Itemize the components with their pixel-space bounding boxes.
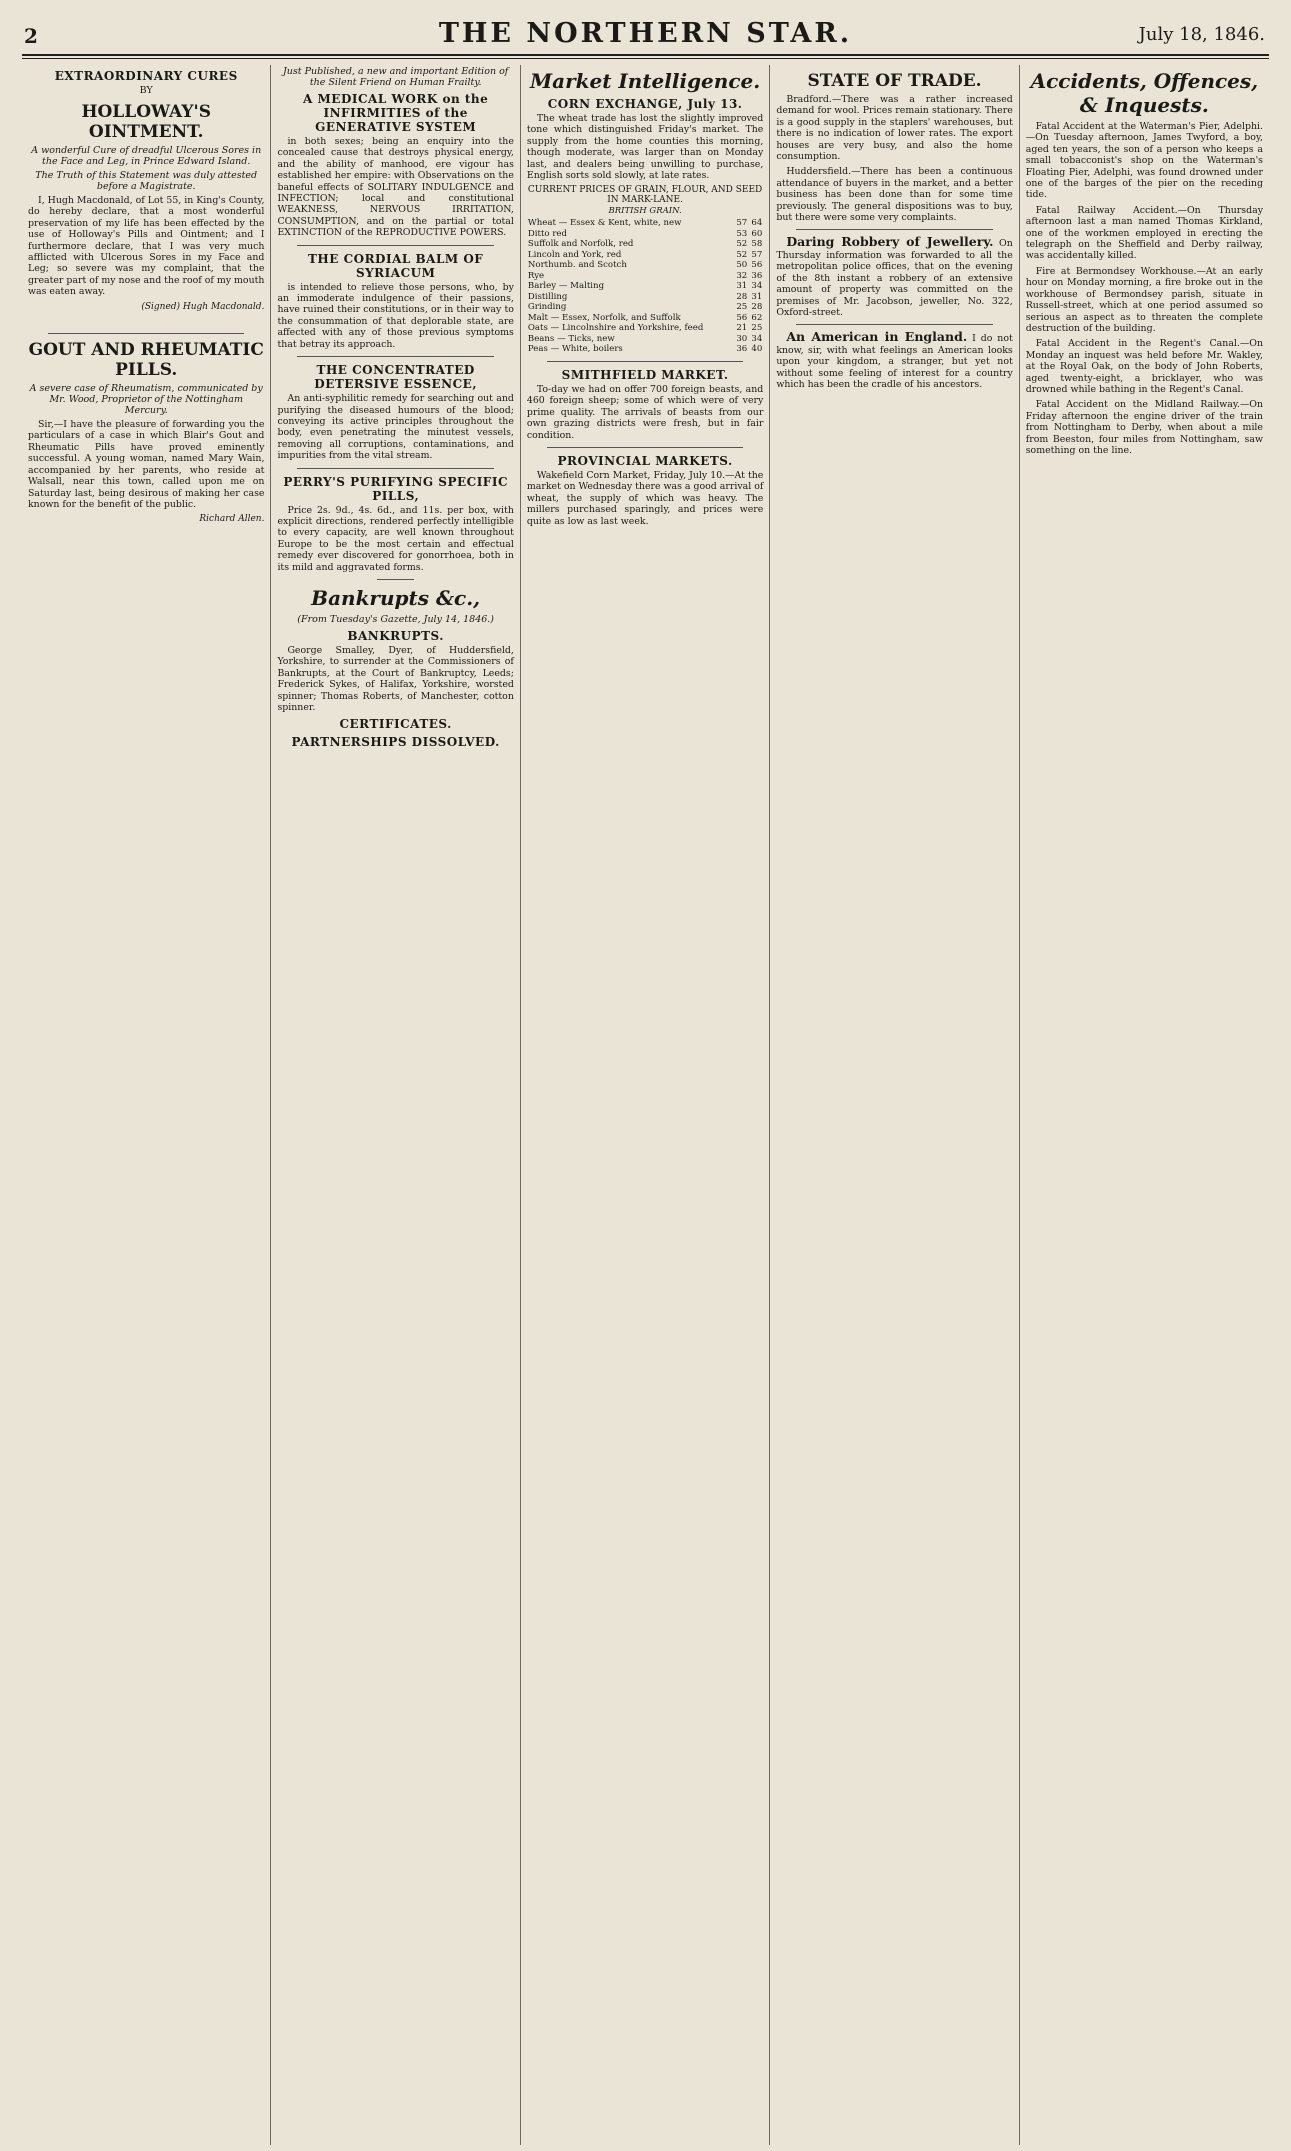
grain-name: Distilling (527, 291, 568, 302)
cures-heading: EXTRAORDINARY CURES (54, 69, 238, 83)
specific-heading: PERRY'S PURIFYING SPECIFIC PILLS, (283, 474, 508, 503)
robbery-body (776, 236, 1012, 318)
grain-price: 32 (736, 270, 748, 281)
signature-allen: Richard Allen. (199, 514, 265, 525)
specific-body: Price 2s. 9d., 4s. 6d., and 11s. per box, with explicit directions, rendered perfectly intelligible to every capacity, are well known throughout Europe to be the most certain and effectual remedy ever discovered for gonorrhoea, both in its mild and aggravated forms. (277, 504, 514, 573)
grain-row (527, 218, 763, 229)
accidents-heading: Accidents, Offences, & Inquests. (1030, 69, 1259, 117)
bankrupts-heading: Bankrupts &c., (311, 585, 481, 610)
grain-name: Oats — Lincolnshire and Yorkshire, feed (527, 323, 704, 334)
grain-name: Suffolk and Norfolk, red (527, 239, 634, 250)
issue-date: July 18, 1846. (1138, 24, 1265, 45)
divider (48, 333, 244, 334)
cures-by: BY (139, 85, 153, 96)
grain-price: 50 (736, 260, 748, 271)
grain-price: 56 (736, 312, 748, 323)
provincial-body: Wakefield Corn Market, Friday, July 10.—At the market on Wednesday there was a good arrival of wheat, the supply of which was heavy. The millers purchased sparingly, and prices were quite as low as last week. (526, 469, 764, 527)
american-body (776, 331, 1012, 390)
robbery-text: On Thursday information was forwarded to all the metropolitan police offices, that on the evening of the 8th instant a robbery of an extensive amount of property was committed on the premises of Mr. Jacobson, jeweller, No. 322, Oxford-street. (776, 238, 1013, 318)
gout-subtitle: A severe case of Rheumatism, communicated by Mr. Wood, Proprietor of the Nottingham Mercury. (29, 383, 263, 417)
grain-row (527, 313, 763, 324)
divider (547, 447, 743, 448)
grain-row (527, 281, 763, 292)
prices-heading: CURRENT PRICES OF GRAIN, FLOUR, AND SEED IN MARK-LANE. (527, 185, 763, 206)
grain-price: 62 (751, 312, 763, 323)
letter-intro: I, Hugh Macdonald, of Lot 55, in King's County, do hereby declare, that a most wonderful preservation of my life has been effected by the use of Holloway's Pills and Ointment; and I furthermore declare, that I was very much afflicted with Ulcerous Sores in my Face and Leg; so severe was my complaint, that the greater part of my nose and the roof of my mouth was eaten away. (28, 195, 265, 298)
grain-name: Beans — Ticks, new (527, 333, 615, 344)
divider (297, 356, 493, 357)
robbery-heading: Daring Robbery of Jewellery. (786, 234, 994, 250)
provincial-heading: PROVINCIAL MARKETS. (557, 453, 733, 468)
columns (22, 65, 1269, 2145)
newspaper-title: THE NORTHERN STAR. (438, 18, 853, 49)
grain-price: 31 (736, 281, 748, 292)
page-number: 2 (24, 24, 38, 48)
holloway-title: HOLLOWAY'S OINTMENT. (81, 102, 211, 142)
grain-name: Wheat — Essex & Kent, white, new (527, 218, 682, 229)
divider (297, 245, 493, 246)
american-text: I do not know, sir, with what feelings an American looks upon your kingdom, a stranger, but yet not without some feeling of interest for a country which has been the cradle of his ancestors. (776, 333, 1013, 390)
cures-subtitle: A wonderful Cure of dreadful Ulcerous Sores in the Face and Leg, in Prince Edward Island. (31, 145, 262, 167)
grain-price: 56 (751, 260, 763, 271)
grain-row (527, 334, 763, 345)
accident-midland: Fatal Accident on the Midland Railway.—On Friday afternoon the engine driver of the train from Nottingham to Derby, when about a mile from Beeston, four miles from Nottingham, saw something on the line. (1025, 399, 1263, 456)
grain-price: 34 (751, 333, 763, 344)
accident-adelphi: Fatal Accident at the Waterman's Pier, Adelphi.—On Tuesday afternoon, James Twyford, a boy, aged ten years, the son of a person who keeps a small tobacconist's shop on the Waterman's Floating Pier, Adelphi, was found drowned under one of the barges of the pier on the receding tide. (1025, 121, 1263, 201)
grain-row (527, 229, 763, 240)
smithfield-heading: SMITHFIELD MARKET. (561, 367, 729, 382)
grain-price: 34 (751, 281, 763, 292)
column-3 (521, 65, 770, 2145)
grain-price: 52 (736, 239, 748, 250)
grain-row (527, 292, 763, 303)
grain-name: Rye (527, 270, 545, 281)
grain-price: 40 (751, 344, 763, 355)
text-block (28, 316, 264, 327)
grain-name: Malt — Essex, Norfolk, and Suffolk (527, 312, 681, 323)
grain-row (527, 260, 763, 271)
medical-heading: A MEDICAL WORK on the INFIRMITIES of the GENERATIVE SYSTEM (303, 92, 489, 134)
accident-fire: Fire at Bermondsey Workhouse.—At an early hour on Monday morning, a fire broke out in the workhouse of Bermondsey parish, situate in Russell-street, which at one period assumed so serious an aspect as to threaten the complete destruction of the building. (1025, 265, 1263, 334)
divider (796, 324, 992, 325)
column-1 (22, 65, 271, 2145)
medical-body: in both sexes; being an enquiry into the concealed cause that destroys physical energy, and the ability of manhood, ere vigour has established her empire: with Observations on the baneful effects of SOLITARY INDULGENCE and INFECTION; local and constitutional WEAKNESS, NERVOUS IRRITATION, CONSUMPTION, and on the partial or total EXTINCTION of the REPRODUCTIVE POWERS. (277, 136, 514, 239)
grain-row (527, 250, 763, 261)
state-of-trade-heading: STATE OF TRADE. (807, 71, 982, 91)
grain-row (527, 271, 763, 282)
signature-hugh: (Signed) Hugh Macdonald. (141, 301, 265, 312)
accident-railway: Fatal Railway Accident.—On Thursday afternoon last a man named Thomas Kirkland, one of the workmen employed in erecting the telegraph on the Sheffield and Derby railway, was accidentally killed. (1025, 204, 1263, 262)
cordial-body: is intended to relieve those persons, who, by an immoderate indulgence of their passions, have ruined their constitutions, or in their way to the consummation of that deplorable state, are affected with any of those previous symptoms that betray its approach. (277, 281, 514, 350)
bankrupts-source: (From Tuesday's Gazette, July 14, 1846.) (297, 613, 495, 625)
gout-heading: GOUT AND RHEUMATIC PILLS. (28, 340, 264, 381)
grain-row (527, 344, 763, 355)
grain-name: Northumb. and Scotch (527, 260, 627, 271)
bankrupts-body: George Smalley, Dyer, of Huddersfield, Yorkshire, to surrender at the Commissioners of Bankrupts, at the Court of Bankruptcy, Leeds; Frederick Sykes, of Halifax, Yorkshire, worsted spinner; Thomas Roberts, of Manchester, cotton spinner. (277, 644, 514, 713)
grain-price-table (527, 218, 763, 355)
grain-row (527, 302, 763, 313)
grain-name: Barley — Malting (527, 281, 605, 292)
grain-price: 36 (751, 270, 763, 281)
grain-price: 60 (751, 228, 763, 239)
partnerships-label: PARTNERSHIPS DISSOLVED. (291, 735, 500, 750)
gout-letter: Sir,—I have the pleasure of forwarding you the particulars of a case in which Blair's Gout and Rheumatic Pills have proved eminently successful. A young woman, named Mary Wain, accompanied by her parents, who reside at Walsall, near this town, called upon me on Saturday last, being desirous of making her case known for the benefit of the public. (28, 419, 265, 510)
grain-price: 25 (736, 302, 748, 313)
corn-heading: CORN EXCHANGE, July 13. (547, 97, 743, 111)
column-2 (271, 65, 520, 2145)
masthead (22, 14, 1269, 56)
grain-row (527, 239, 763, 250)
certificates-label: CERTIFICATES. (339, 717, 452, 732)
grain-name: Ditto red (527, 228, 568, 239)
divider (796, 229, 992, 230)
trade-body: Bradford.—There was a rather increased demand for wool. Prices remain stationary. There is a good supply in the staplers' warehouses, but there is no indication of lower rates. The export houses are very busy, and also the home consumption. (776, 94, 1013, 163)
essence-heading: THE CONCENTRATED DETERSIVE ESSENCE, (314, 363, 478, 392)
essence-body: An anti-syphilitic remedy for searching out and purifying the diseased humours of the blood; conveying its active principles throughout the body, even penetrating the minutest vessels, removing all corruptions, contaminations, and impurities from the vital stream. (277, 393, 514, 462)
trade-body-2: Huddersfield.—There has been a continuous attendance of buyers in the market, and a better business has been done than for some time previously. The general dispositions was to buy, but there were some very complaints. (776, 166, 1013, 224)
column-5 (1020, 65, 1269, 2145)
divider (547, 361, 743, 362)
prices-subheading: BRITISH GRAIN. (608, 206, 682, 217)
grain-price: 52 (736, 249, 748, 260)
advert-published: Just Published, a new and important Edition of the Silent Friend on Human Frailty. (282, 66, 509, 88)
divider (377, 579, 413, 580)
grain-price: 58 (751, 239, 763, 250)
grain-price: 28 (736, 291, 748, 302)
cures-attestation: The Truth of this Statement was duly attested before a Magistrate. (35, 170, 258, 192)
grain-price: 21 (736, 323, 748, 334)
grain-price: 30 (736, 333, 748, 344)
grain-name: Lincoln and York, red (527, 249, 622, 260)
divider (297, 468, 493, 469)
grain-price: 53 (736, 228, 748, 239)
grain-name: Peas — White, boilers (527, 344, 623, 355)
market-heading: Market Intelligence. (530, 69, 761, 93)
grain-price: 57 (736, 218, 748, 229)
grain-price: 31 (751, 291, 763, 302)
grain-price: 64 (751, 218, 763, 229)
accident-canal: Fatal Accident in the Regent's Canal.—On Monday an inquest was held before Mr. Wakley, at the Royal Oak, on the body of John Roberts, aged twenty-eight, a bricklayer, who was drowned while bathing in the Regent's Canal. (1025, 338, 1263, 395)
masthead-rule (22, 56, 1269, 59)
smithfield-body: To-day we had on offer 700 foreign beasts, and 460 foreign sheep; some of which were of very prime quality. The arrivals of beasts from our own grazing districts were fresh, but in fair condition. (526, 383, 764, 441)
american-heading: An American in England. (786, 329, 968, 345)
cordial-heading: THE CORDIAL BALM OF SYRIACUM (307, 251, 484, 280)
bankrupts-label: BANKRUPTS. (347, 628, 444, 643)
grain-name: Grinding (527, 302, 567, 313)
corn-body: The wheat trade has lost the slightly improved tone which distinguished Friday's market. The supply from the home counties this morning, though moderate, was larger than on Monday last, and dealers being unwilling to purchase, English sorts sold slowly, at late rates. (526, 113, 764, 182)
column-4 (770, 65, 1019, 2145)
grain-price: 28 (751, 302, 763, 313)
grain-price: 57 (751, 249, 763, 260)
grain-price: 25 (751, 323, 763, 334)
grain-price: 36 (736, 344, 748, 355)
grain-row (527, 323, 763, 334)
